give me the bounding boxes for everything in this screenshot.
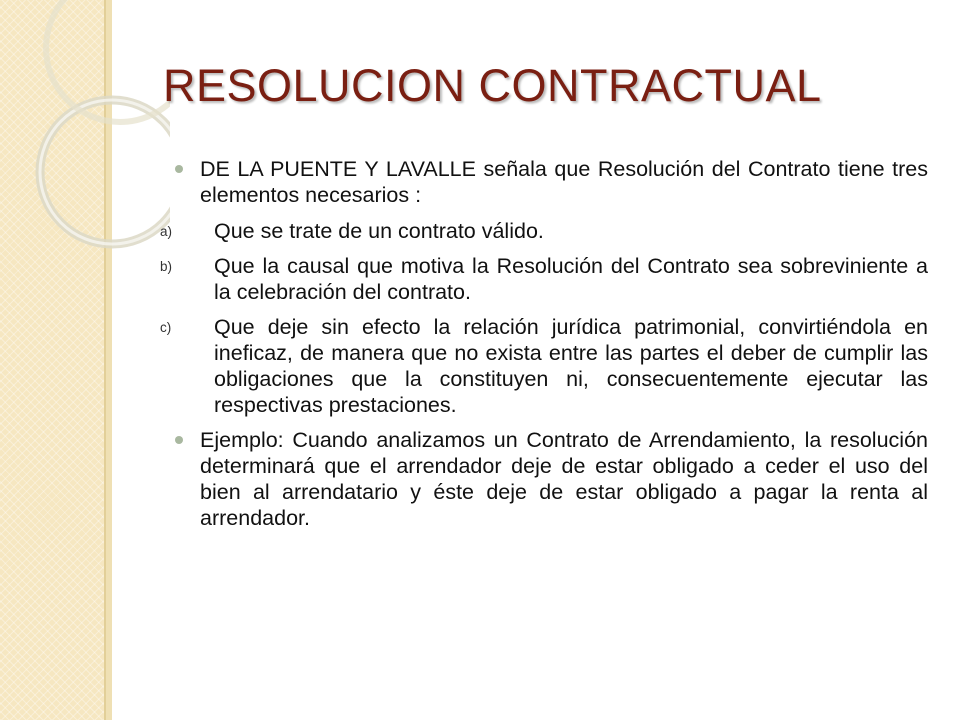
example-bullet <box>170 427 928 531</box>
intro-text: DE LA PUENTE Y LAVALLE señala que Resolución del Contrato tiene tres elementos necesarios : <box>200 157 928 207</box>
bullet-dot-icon <box>175 436 183 444</box>
bullet-dot-icon <box>175 165 183 173</box>
element-text: Que la causal que motiva la Resolución del Contrato sea sobreviniente a la celebración del contrato. <box>214 254 928 304</box>
list-marker: a) <box>160 224 173 239</box>
example-text: Ejemplo: Cuando analizamos un Contrato de Arrendamiento, la resolución determinará que el arrendador deje de estar obligado a ceder el uso del bien al arrendatario y éste deje de estar obligado a pagar la renta al arrendador. <box>200 428 928 530</box>
element-text: Que deje sin efecto la relación jurídica patrimonial, convirtiéndola en ineficaz, de manera que no exista entre las partes el deber de cumplir las obligaciones que la constituyen ni, consecuentemente ejecutar las respectivas prestaciones. <box>214 315 928 417</box>
element-item-a <box>160 218 928 244</box>
slide-title: RESOLUCION CONTRACTUAL <box>163 60 822 111</box>
decorative-circles <box>0 0 173 260</box>
slide-content <box>160 156 928 541</box>
list-marker: c) <box>160 320 172 335</box>
element-item-b <box>160 253 928 305</box>
list-marker: b) <box>160 259 173 274</box>
intro-bullet <box>170 156 928 208</box>
element-text: Que se trate de un contrato válido. <box>214 219 544 243</box>
element-item-c <box>160 314 928 418</box>
